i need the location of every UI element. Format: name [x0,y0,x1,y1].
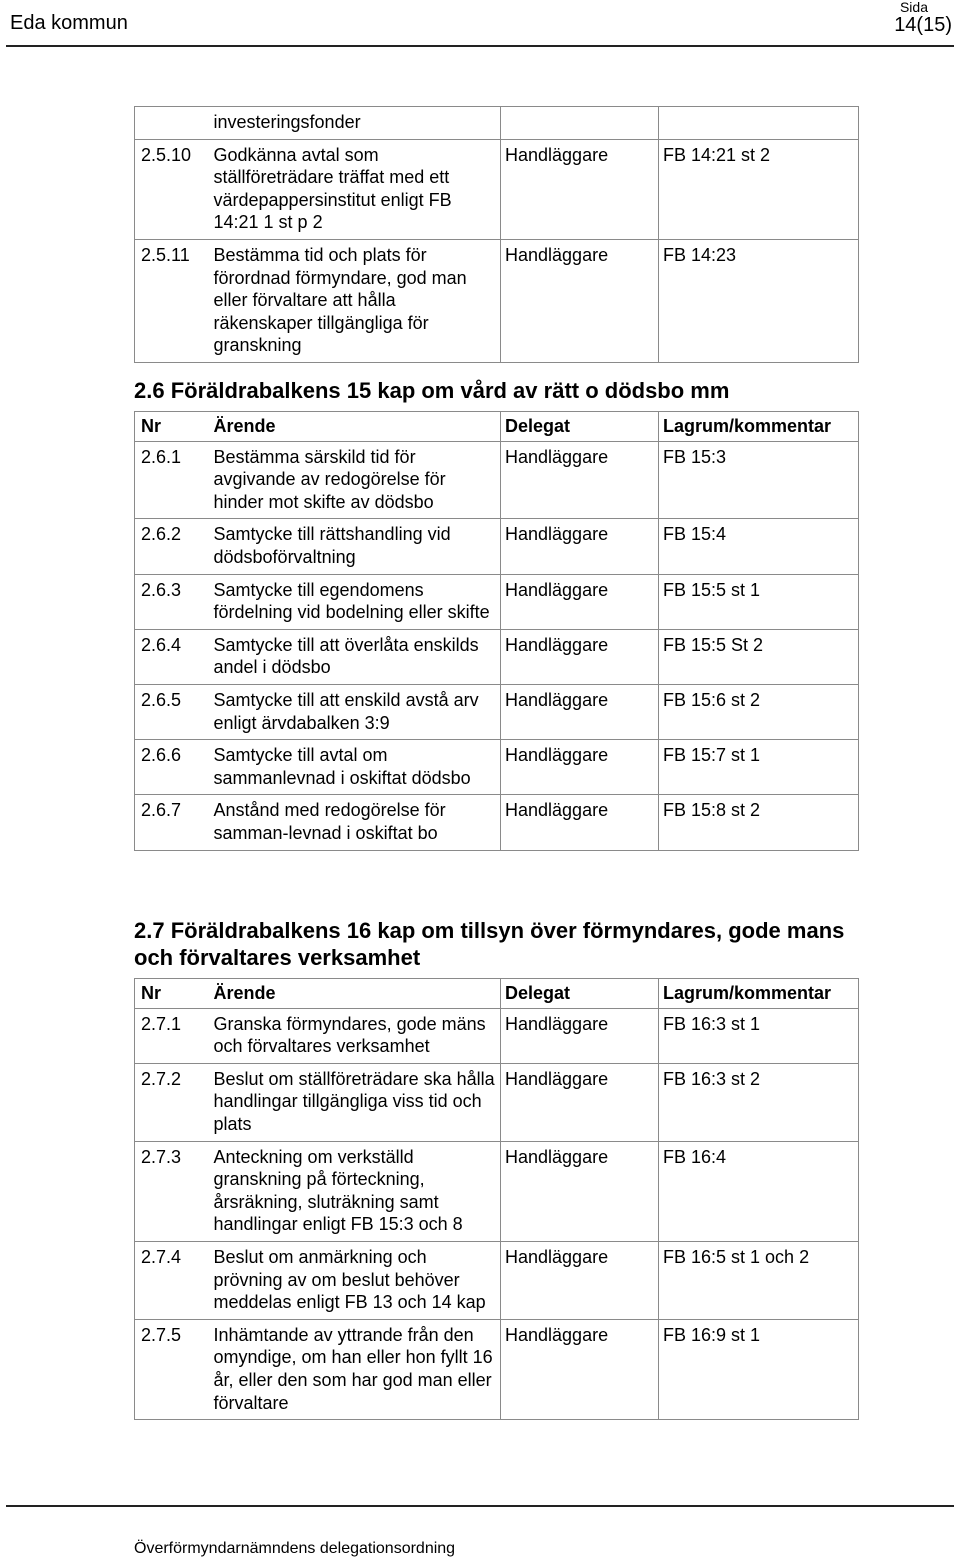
cell-lagrum: FB 16:3 st 1 [659,1008,859,1063]
table-header-row [135,979,859,1009]
cell-lagrum: FB 16:5 st 1 och 2 [659,1241,859,1319]
cell-lagrum: FB 15:5 st 1 [659,574,859,629]
cell-arende: Samtycke till rättshandling vid dödsboförvaltning [210,519,501,574]
cell-lagrum: FB 16:3 st 2 [659,1063,859,1141]
column-header-delegat: Delegat [501,412,659,442]
delegation-table-26 [134,411,859,851]
header-divider [6,45,954,47]
cell-delegat: Handläggare [501,519,659,574]
delegation-table-25 [134,106,859,363]
cell-arende: investeringsfonder [210,107,501,140]
cell-lagrum: FB 16:4 [659,1141,859,1241]
column-header-arende: Ärende [210,412,501,442]
cell-arende: Samtycke till avtal om sammanlevnad i oskiftat dödsbo [210,740,501,795]
cell-arende: Bestämma tid och plats för förordnad förmyndare, god man eller förvaltare att hålla räkenskaper tillgängliga för granskning [210,239,501,362]
cell-nr: 2.6.2 [135,519,210,574]
cell-lagrum: FB 15:4 [659,519,859,574]
table-row [135,795,859,850]
cell-nr: 2.6.5 [135,684,210,739]
cell-arende: Samtycke till egendomens fördelning vid bodelning eller skifte [210,574,501,629]
table-row [135,139,859,239]
cell-delegat: Handläggare [501,795,659,850]
page-number: 14(15) [894,14,952,36]
cell-nr: 2.7.3 [135,1141,210,1241]
cell-arende: Anstånd med redogörelse för samman-levnad i oskiftat bo [210,795,501,850]
column-header-arende: Ärende [210,979,501,1009]
table-row [135,239,859,362]
cell-nr: 2.7.5 [135,1319,210,1419]
cell-nr: 2.7.1 [135,1008,210,1063]
footer-title: Överförmyndarnämndens delegationsordning [134,1540,456,1557]
cell-delegat: Handläggare [501,441,659,519]
cell-delegat: Handläggare [501,1319,659,1419]
table-row [135,629,859,684]
cell-delegat: Handläggare [501,740,659,795]
cell-arende: Samtycke till att överlåta enskilds andel i dödsbo [210,629,501,684]
footer-divider [6,1505,954,1507]
table-row [135,519,859,574]
table-row [135,684,859,739]
delegation-table-27 [134,978,859,1420]
cell-arende: Anteckning om verkställd granskning på förteckning, årsräkning, sluträkning samt handlingar enligt FB 15:3 och 8 [210,1141,501,1241]
table-row [135,107,859,140]
cell-arende: Bestämma särskild tid för avgivande av redogörelse för hinder mot skifte av dödsbo [210,441,501,519]
column-header-delegat: Delegat [501,979,659,1009]
column-header-lagrum: Lagrum/kommentar [659,979,859,1009]
column-header-lagrum: Lagrum/kommentar [659,412,859,442]
table-row [135,1141,859,1241]
cell-arende: Beslut om anmärkning och prövning av om beslut behöver meddelas enligt FB 13 och 14 kap [210,1241,501,1319]
cell-nr [135,107,210,140]
cell-arende: Inhämtande av yttrande från den omyndige, om han eller hon fyllt 16 år, eller den som har god man eller förvaltare [210,1319,501,1419]
table-row [135,574,859,629]
cell-delegat: Handläggare [501,629,659,684]
cell-lagrum: FB 16:9 st 1 [659,1319,859,1419]
page-label: Sida [899,0,928,15]
cell-lagrum [659,107,859,140]
table-section-27 [134,978,858,1420]
cell-delegat: Handläggare [501,574,659,629]
cell-lagrum: FB 15:6 st 2 [659,684,859,739]
table-header-row [135,412,859,442]
cell-lagrum: FB 15:3 [659,441,859,519]
cell-delegat: Handläggare [501,1241,659,1319]
cell-nr: 2.6.3 [135,574,210,629]
cell-lagrum: FB 14:23 [659,239,859,362]
cell-nr: 2.5.10 [135,139,210,239]
cell-delegat: Handläggare [501,684,659,739]
cell-lagrum: FB 14:21 st 2 [659,139,859,239]
table-row [135,1008,859,1063]
cell-delegat: Handläggare [501,1141,659,1241]
cell-nr: 2.7.2 [135,1063,210,1141]
cell-arende: Samtycke till att enskild avstå arv enligt ärvdabalken 3:9 [210,684,501,739]
cell-delegat: Handläggare [501,1063,659,1141]
cell-nr: 2.6.6 [135,740,210,795]
table-row [135,1063,859,1141]
table-row [135,441,859,519]
cell-delegat: Handläggare [501,239,659,362]
cell-delegat: Handläggare [501,139,659,239]
table-row [135,740,859,795]
cell-arende: Beslut om ställföreträdare ska hålla handlingar tillgängliga viss tid och plats [210,1063,501,1141]
cell-lagrum: FB 15:5 St 2 [659,629,859,684]
column-header-nr: Nr [135,979,210,1009]
cell-delegat [501,107,659,140]
section-title-27: 2.7 Föräldrabalkens 16 kap om tillsyn över förmyndares, gode mans och förvaltares verksamhet [134,918,845,970]
cell-nr: 2.6.7 [135,795,210,850]
table-row [135,1319,859,1419]
table-section-26 [134,411,858,851]
cell-lagrum: FB 15:8 st 2 [659,795,859,850]
cell-nr: 2.7.4 [135,1241,210,1319]
section-title-26: 2.6 Föräldrabalkens 15 kap om vård av rätt o dödsbo mm [134,378,730,403]
organization-name: Eda kommun [10,12,128,34]
column-header-nr: Nr [135,412,210,442]
cell-arende: Granska förmyndares, gode mäns och förvaltares verksamhet [210,1008,501,1063]
cell-nr: 2.6.1 [135,441,210,519]
cell-nr: 2.6.4 [135,629,210,684]
cell-arende: Godkänna avtal som ställföreträdare träffat med ett värdepappersinstitut enligt FB 14:21 1 st p 2 [210,139,501,239]
cell-nr: 2.5.11 [135,239,210,362]
cell-lagrum: FB 15:7 st 1 [659,740,859,795]
table-row [135,1241,859,1319]
table-section-25-continued [134,106,858,363]
cell-delegat: Handläggare [501,1008,659,1063]
